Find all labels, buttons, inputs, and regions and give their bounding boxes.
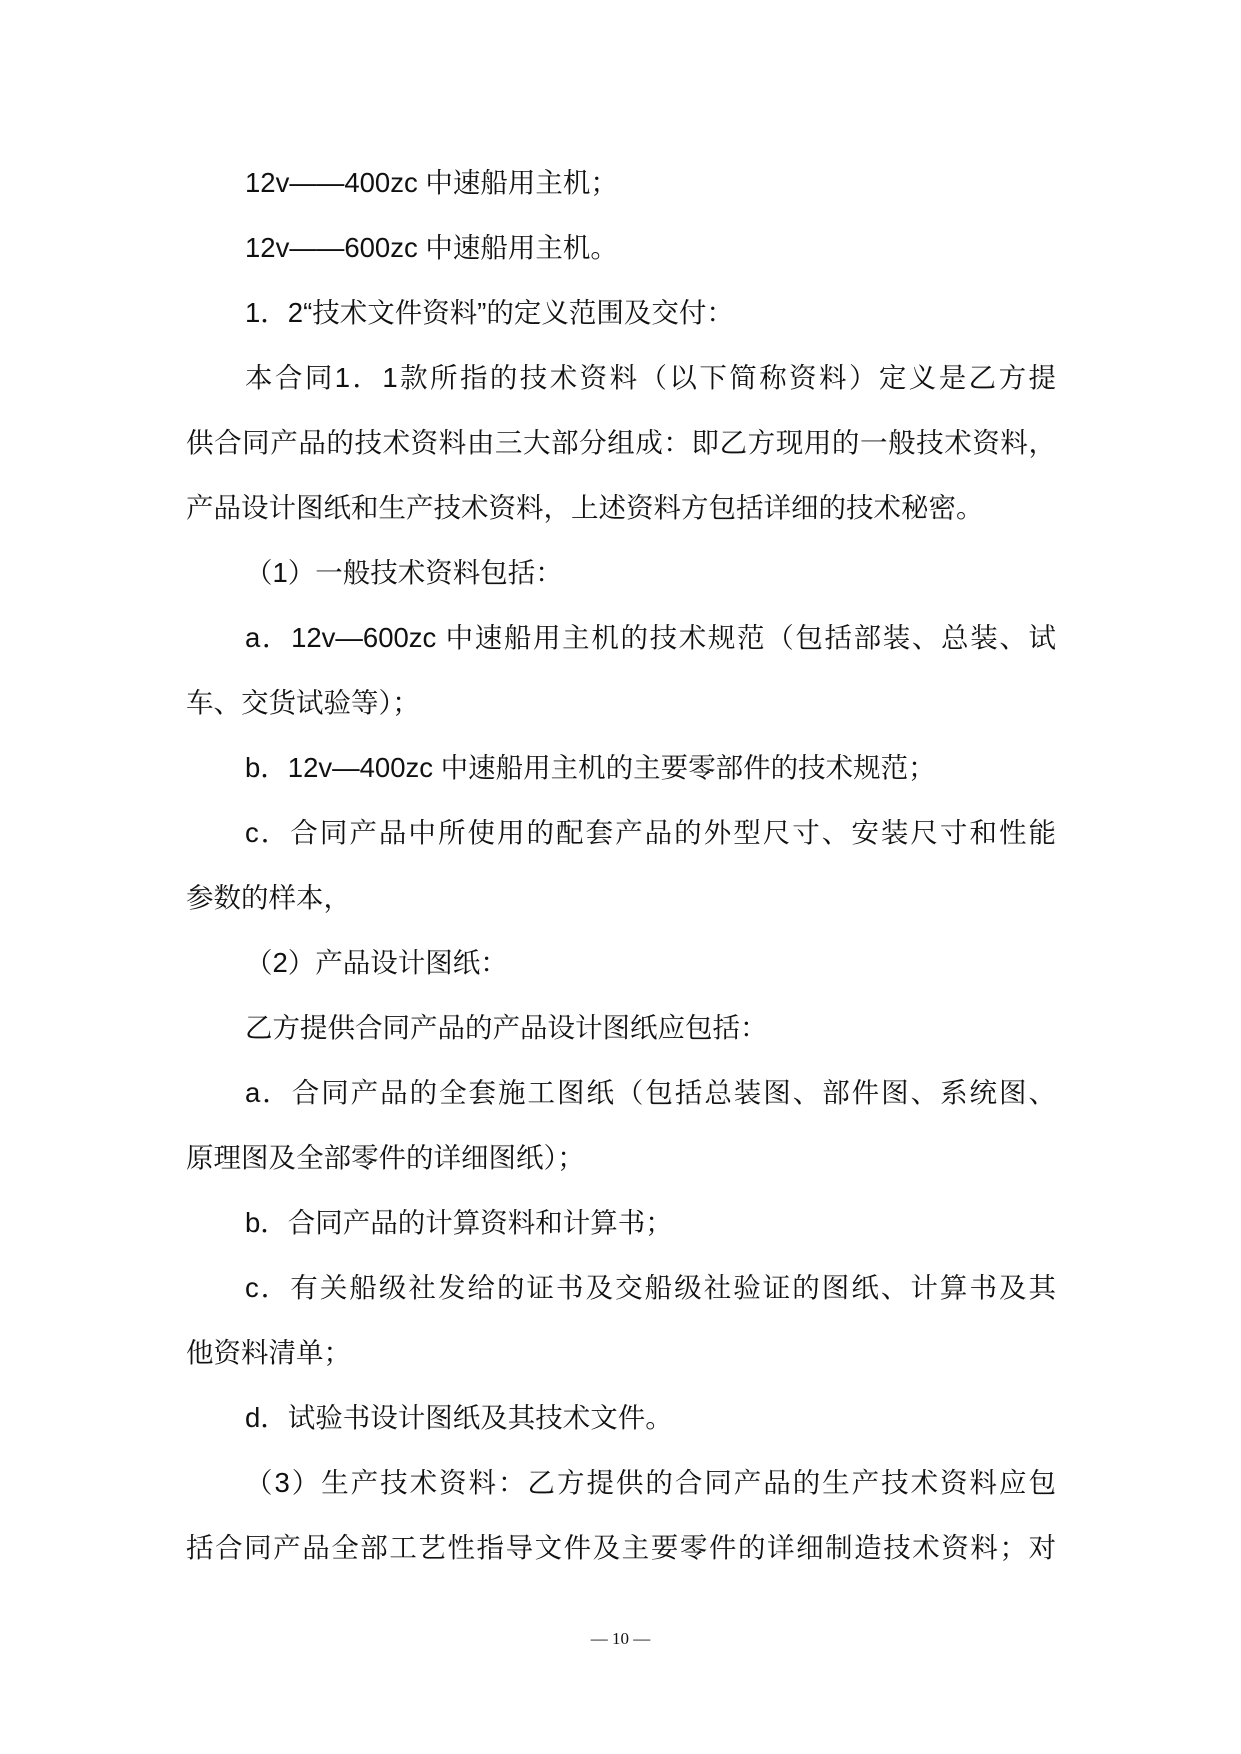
body-line: 产品设计图纸和生产技术资料，上述资料方包括详细的技术秘密。 bbox=[186, 492, 984, 523]
list-item-line: 原理图及全部零件的详细图纸）； bbox=[186, 1142, 585, 1173]
subsection-heading-line: （3）生产技术资料：乙方提供的合同产品的生产技术资料应包 bbox=[245, 1467, 1056, 1498]
list-item-line: 参数的样本， bbox=[186, 882, 351, 913]
list-item-line: a．合同产品的全套施工图纸（包括总装图、部件图、系统图、 bbox=[245, 1077, 1056, 1108]
list-item-line: b．合同产品的计算资料和计算书； bbox=[245, 1207, 673, 1238]
body-line: 供合同产品的技术资料由三大部分组成：即乙方现用的一般技术资料， bbox=[186, 427, 1056, 458]
body-line: 乙方提供合同产品的产品设计图纸应包括： bbox=[245, 1012, 768, 1043]
body-line: 括合同产品全部工艺性指导文件及主要零件的详细制造技术资料；对 bbox=[186, 1532, 1056, 1563]
list-item-line: 车、交货试验等）； bbox=[186, 687, 420, 718]
body-line: 12v——600zc 中速船用主机。 bbox=[245, 232, 618, 263]
body-line: 本合同1．1款所指的技术资料（以下简称资料）定义是乙方提 bbox=[245, 362, 1056, 393]
list-item-line: c．有关船级社发给的证书及交船级社验证的图纸、计算书及其 bbox=[245, 1272, 1056, 1303]
list-item-line: a．12v—600zc 中速船用主机的技术规范（包括部装、总装、试 bbox=[245, 622, 1056, 653]
subsection-heading-line: （1）一般技术资料包括： bbox=[245, 557, 563, 588]
body-line: 12v——400zc 中速船用主机； bbox=[245, 167, 618, 198]
list-item-line: 他资料清单； bbox=[186, 1337, 351, 1368]
list-item-line: c．合同产品中所使用的配套产品的外型尺寸、安装尺寸和性能 bbox=[245, 817, 1056, 848]
page-number: — 10 — bbox=[590, 1629, 651, 1648]
list-item-line: d．试验书设计图纸及其技术文件。 bbox=[245, 1402, 673, 1433]
section-heading-line: 1．2“技术文件资料”的定义范围及交付： bbox=[245, 297, 734, 328]
list-item-line: b．12v—400zc 中速船用主机的主要零部件的技术规范； bbox=[245, 752, 936, 783]
subsection-heading-line: （2）产品设计图纸： bbox=[245, 947, 508, 978]
